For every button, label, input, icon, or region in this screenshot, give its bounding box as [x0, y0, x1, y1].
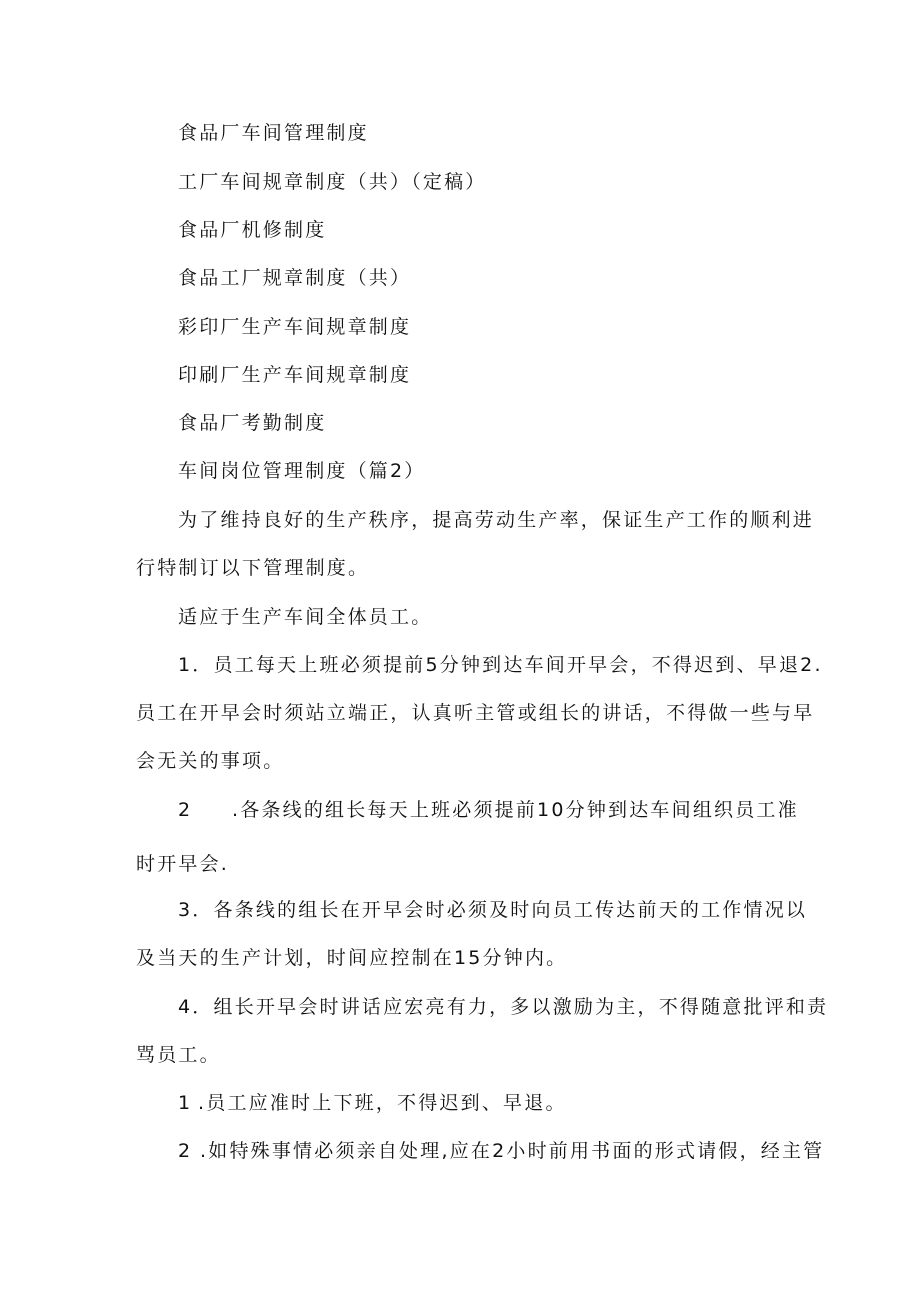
rule-number: 3: [178, 899, 193, 921]
rule-b1-line-1: [178, 1091, 920, 1115]
rule-b2-line-1: [178, 1139, 920, 1163]
rule-a1-line-1: [178, 653, 920, 677]
rule-a2-line-1: [178, 798, 920, 822]
title-7: 食品厂考勤制度: [178, 412, 327, 434]
rule-a1-line-3: 会无关的事项。: [136, 750, 285, 772]
rule-text: .各条线的组长每天上班必须提前10分钟到达车间组织员工准: [232, 799, 799, 821]
rule-text: ．各条线的组长在开早会时必须及时向员工传达前天的工作情况以: [192, 899, 808, 921]
title-4: 食品工厂规章制度（共）: [178, 267, 412, 289]
rule-text: .员工应准时上下班，不得迟到、早退。: [198, 1092, 567, 1114]
rule-text: .如特殊事情必须亲自处理,应在2小时前用书面的形式请假，经主管: [200, 1140, 825, 1162]
rule-a3-line-2: 及当天的生产计划，时间应控制在15分钟内。: [136, 947, 568, 969]
rule-number: 1: [178, 654, 193, 676]
title-3: 食品厂机修制度: [178, 219, 327, 241]
intro-line-2: 行特制订以下管理制度。: [136, 557, 370, 579]
title-1: 食品厂车间管理制度: [178, 122, 369, 144]
rule-number: 1: [178, 1092, 193, 1114]
rule-a1-line-2: 员工在开早会时须站立端正，认真听主管或组长的讲话，不得做一些与早: [136, 702, 815, 724]
rule-number: 4: [178, 996, 193, 1018]
rule-a2-line-2: 时开早会.: [136, 853, 230, 875]
title-2: 工厂车间规章制度（共）（定稿）: [178, 171, 487, 193]
scope-text: 适应于生产车间全体员工。: [178, 606, 433, 628]
rule-a3-line-1: [178, 898, 920, 922]
title-5: 彩印厂生产车间规章制度: [178, 316, 412, 338]
title-8: 车间岗位管理制度（篇2）: [178, 460, 426, 482]
title-6: 印刷厂生产车间规章制度: [178, 364, 412, 386]
rule-number: 2: [178, 799, 193, 821]
rule-number: 2: [178, 1140, 193, 1162]
intro-line-1: 为了维持良好的生产秩序，提高劳动生产率，保证生产工作的顺利进: [178, 509, 815, 531]
rule-text: ．组长开早会时讲话应宏亮有力，多以激励为主，不得随意批评和责: [192, 996, 829, 1018]
rule-a4-line-1: [178, 995, 920, 1019]
rule-a4-line-2: 骂员工。: [136, 1044, 221, 1066]
rule-text: ．员工每天上班必须提前5分钟到达车间开早会，不得迟到、早退2.: [192, 654, 823, 676]
